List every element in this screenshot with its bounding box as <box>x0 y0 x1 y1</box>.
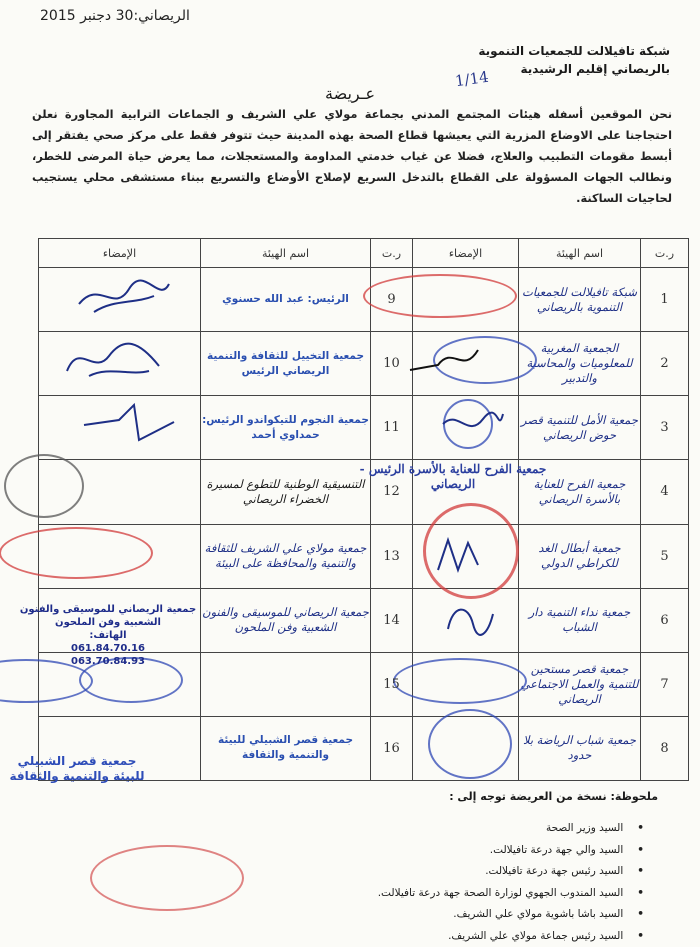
list-item: • السيد وزير الصحة <box>378 818 644 840</box>
signature-cell <box>39 268 201 332</box>
handwritten-signature <box>59 336 169 382</box>
row-number: 2 <box>641 332 689 396</box>
contact-org-name: جمعية الريصاني للموسيقى والفنون الشعبية وفن الملحون <box>18 603 198 629</box>
org-name: جمعية النجوم للتيكواندو الرئيس: حمداوي أحمد <box>201 396 371 460</box>
header-signature: الإمضاء <box>39 239 201 268</box>
oval-stamp <box>393 658 527 704</box>
list-item: • السيد رئيس جهة درعة تافيلالت. <box>378 861 644 883</box>
row-number: 15 <box>371 652 413 716</box>
table-row <box>39 268 689 332</box>
signature-cell <box>413 332 519 396</box>
row-number: 14 <box>371 588 413 652</box>
printed-stamp-text: جمعية الفرح للعناية بالأسرة الرئيس - الريصاني <box>353 462 553 492</box>
org-name: جمعية أبطال الغد للكراطي الدولي <box>519 524 641 588</box>
row-number: 12 <box>371 460 413 524</box>
petition-paragraph: نحن الموقعين أسفله هيئات المجتمع المدني بجماعة مولاي علي الشريف و الجماعات الترابية المجاورة نعلن احتجاجنا على الاوضاع المزرية التي يعيشها قطاع الصحة بهذه المدينة حيث تتوفر فقط على مركز صحي يفتقر إلى أبسط مقومات التطبيب والعلاج، فضلا عن غياب خدمتي المداومة والمستعجلات، مما يعرض حياة المرضى للخطر، ونطالب الجهات المسؤولة على القطاع بالتدخل السريع لإصلاح الأوضاع والتسريع ببناء مستشفى محلي يستجيب لحاجيات الساكنة. <box>32 104 672 209</box>
list-item: • السيد والي جهة درعة تافيلالت. <box>378 840 644 862</box>
org-name: جمعية قصر مستحين للتنمية والعمل الاجتماعي الريصاني <box>519 652 641 716</box>
copy-note: ملحوظة: نسخة من العريضة توجه إلى : <box>449 790 658 803</box>
handwritten-signature <box>408 340 488 380</box>
row-number: 11 <box>371 396 413 460</box>
row-number: 16 <box>371 716 413 780</box>
org-name: جمعية قصر الشبيلي للبيئة والتنمية والثقافة <box>201 716 371 780</box>
signature-cell <box>413 396 519 460</box>
header-num: ر.ت <box>371 239 413 268</box>
table-header-row <box>39 239 689 268</box>
contact-phone-label: الهاتف: <box>18 629 198 642</box>
org-name <box>201 652 371 716</box>
header-signature: الإمضاء <box>413 239 519 268</box>
handwritten-signature <box>433 535 503 575</box>
contact-phone-2: 063.70.84.93 <box>18 655 198 668</box>
table-row <box>39 524 689 588</box>
row-number: 7 <box>641 652 689 716</box>
signature-cell <box>413 716 519 780</box>
table-row <box>39 460 689 524</box>
signature-cell <box>39 332 201 396</box>
table-row <box>39 332 689 396</box>
org-name: جمعية نداء التنمية دار الشباب <box>519 588 641 652</box>
header-name: اسم الهيئة <box>201 239 371 268</box>
org-name: جمعية التخييل للثقافة والتنمية الريصاني الرئيس <box>201 332 371 396</box>
org-name: جمعية الأمل للتنمية قصر حوض الريصاني <box>519 396 641 460</box>
org-name: جمعية الفرح للعناية بالأسرة الريصاني <box>519 460 641 524</box>
sender-org-line2: بالريصاني إقليم الرشيدية <box>521 62 671 76</box>
list-item: • السيد رئيس جماعة مولاي علي الشريف. <box>378 926 644 947</box>
row-number: 8 <box>641 716 689 780</box>
handwritten-signature <box>74 274 174 318</box>
signature-cell <box>413 268 519 332</box>
row-number: 1 <box>641 268 689 332</box>
table-row <box>39 396 689 460</box>
signature-table <box>38 238 689 781</box>
round-stamp <box>4 454 84 518</box>
org-name: الرئيس: عبد الله حسنوي <box>201 268 371 332</box>
handwritten-signature <box>438 404 508 444</box>
row-number: 4 <box>641 460 689 524</box>
bottom-oval-stamp <box>90 845 244 911</box>
row-number: 6 <box>641 588 689 652</box>
header-num: ر.ت <box>641 239 689 268</box>
org-name: الجمعية المغربية للمعلوميات والمحاسبة والتدبير <box>519 332 641 396</box>
recipient-list <box>378 818 662 947</box>
list-item: • السيد المندوب الجهوي لوزارة الصحة جهة درعة تافيلالت. <box>378 883 644 905</box>
header-name: اسم الهيئة <box>519 239 641 268</box>
handwritten-reference: 1/14 <box>454 68 490 91</box>
row-number: 5 <box>641 524 689 588</box>
org-name: جمعية الريصاني للموسيقى والفنون الشعبية وفن الملحون <box>201 588 371 652</box>
org-name: شبكة تافيلالت للجمعيات التنموية بالريصاني <box>519 268 641 332</box>
contact-stamp <box>18 603 198 668</box>
sender-org-line1: شبكة تافيلالت للجمعيات التنموية <box>478 44 670 58</box>
org-name: التنسيقية الوطنية للتطوع لمسيرة الخضراء الريصاني <box>201 460 371 524</box>
signature-cell <box>39 396 201 460</box>
handwritten-signature <box>79 400 179 446</box>
oval-stamp <box>0 527 153 579</box>
signature-cell <box>39 460 201 524</box>
signature-cell <box>413 652 519 716</box>
row-number: 3 <box>641 396 689 460</box>
org-name: جمعية شباب الرياضة بلا حدود <box>519 716 641 780</box>
signature-cell <box>413 524 519 588</box>
qasr-stamp-text: جمعية قصر الشبيلي للبيئة والتنمية والثقافة <box>2 754 152 784</box>
row-number: 13 <box>371 524 413 588</box>
document-date: الريصاني:30 دجنبر 2015 <box>40 8 190 24</box>
org-name: جمعية مولاي علي الشريف للثقافة والتنمية والمحافظة على البيئة <box>201 524 371 588</box>
signature-cell <box>39 524 201 588</box>
handwritten-signature <box>438 599 498 639</box>
document-title: عـريضة <box>290 84 410 103</box>
list-item: • السيد باشا باشوية مولاي علي الشريف. <box>378 904 644 926</box>
contact-phone-1: 061.84.70.16 <box>18 642 198 655</box>
signature-cell <box>413 588 519 652</box>
row-number: 9 <box>371 268 413 332</box>
row-number: 10 <box>371 332 413 396</box>
round-stamp <box>428 709 512 779</box>
